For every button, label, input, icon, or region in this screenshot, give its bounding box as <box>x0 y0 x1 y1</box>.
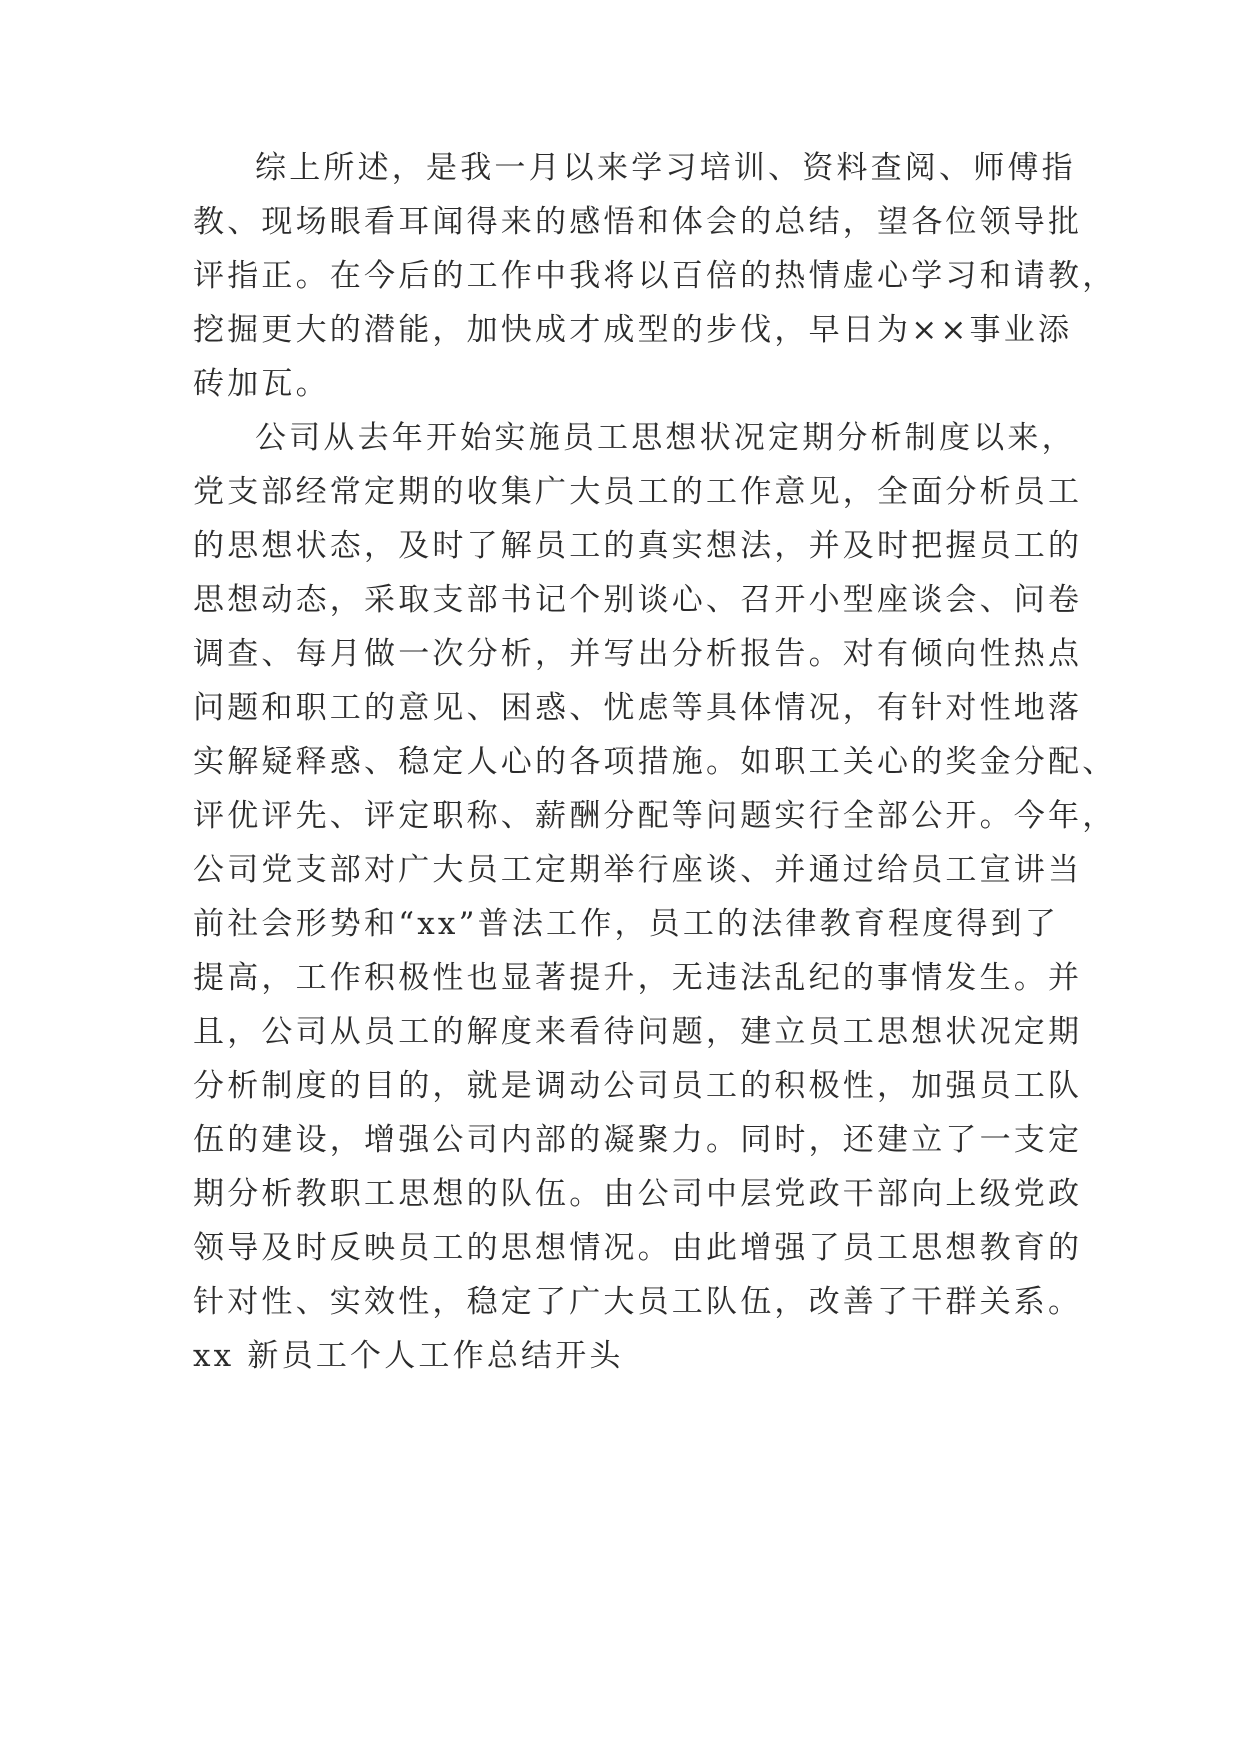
text-line: 砖加瓦。 <box>193 366 330 402</box>
text-line: 公司从去年开始实施员工思想状况定期分析制度以来， <box>255 420 1076 456</box>
text-line: 分析制度的目的，就是调动公司员工的积极性，加强员工队 <box>193 1068 1083 1104</box>
text-line: 调查、每月做一次分析，并写出分析报告。对有倾向性热点 <box>193 636 1083 672</box>
text-line: 前社会形势和“xx”普法工作，员工的法律教育程度得到了 <box>193 906 1060 942</box>
text-line: 党支部经常定期的收集广大员工的工作意见，全面分析员工 <box>193 474 1083 510</box>
text-line: 伍的建设，增强公司内部的凝聚力。同时，还建立了一支定 <box>193 1122 1083 1158</box>
text-line: 评优评先、评定职称、薪酬分配等问题实行全部公开。今年， <box>193 798 1117 834</box>
text-line: 评指正。在今后的工作中我将以百倍的热情虚心学习和请教， <box>193 258 1117 294</box>
text-line: xx 新员工个人工作总结开头 <box>193 1338 624 1374</box>
text-line: 提高，工作积极性也显著提升，无违法乱纪的事情发生。并 <box>193 960 1083 996</box>
text-line: 挖掘更大的潜能，加快成才成型的步伐，早日为××事业添 <box>193 312 1073 348</box>
text-line: 且，公司从员工的解度来看待问题，建立员工思想状况定期 <box>193 1014 1083 1050</box>
text-line: 思想动态，采取支部书记个别谈心、召开小型座谈会、问卷 <box>193 582 1083 618</box>
text-line: 实解疑释惑、稳定人心的各项措施。如职工关心的奖金分配、 <box>193 744 1117 780</box>
text-line: 教、现场眼看耳闻得来的感悟和体会的总结，望各位领导批 <box>193 204 1083 240</box>
text-line: 的思想状态，及时了解员工的真实想法，并及时把握员工的 <box>193 528 1083 564</box>
text-line: 期分析教职工思想的队伍。由公司中层党政干部向上级党政 <box>193 1176 1083 1212</box>
text-line: 领导及时反映员工的思想情况。由此增强了员工思想教育的 <box>193 1230 1083 1266</box>
text-line: 公司党支部对广大员工定期举行座谈、并通过给员工宣讲当 <box>193 852 1083 888</box>
text-line: 针对性、实效性，稳定了广大员工队伍，改善了干群关系。 <box>193 1284 1083 1320</box>
text-line: 综上所述，是我一月以来学习培训、资料查阅、师傅指 <box>255 150 1076 186</box>
text-line: 问题和职工的意见、困惑、忧虑等具体情况，有针对性地落 <box>193 690 1083 726</box>
